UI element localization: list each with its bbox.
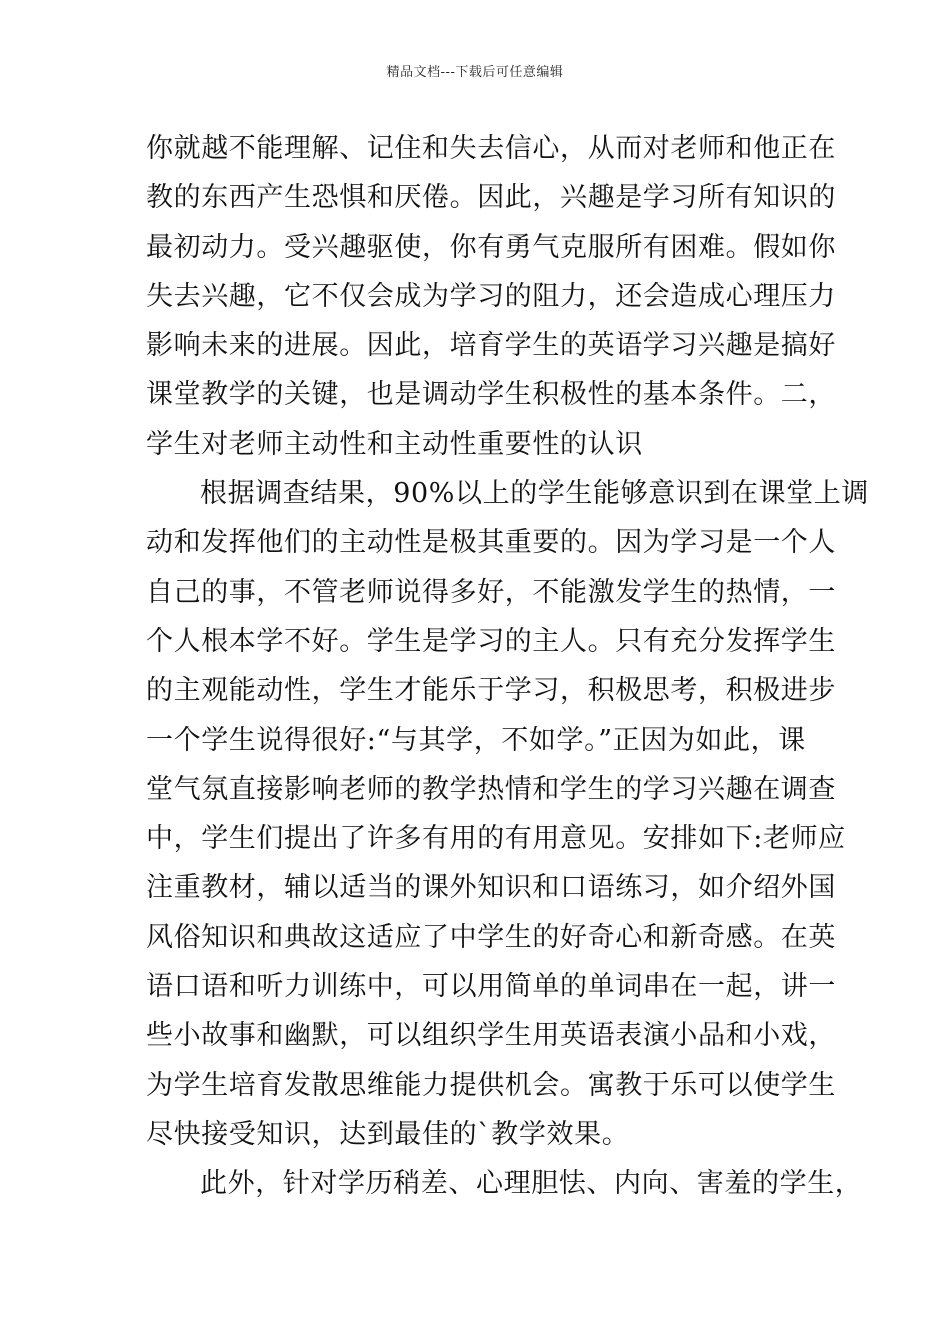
text-line: 注重教材，辅以适当的课外知识和口语练习，如介绍外国 xyxy=(146,872,836,904)
page-header: 精品文档---下载后可任意编辑 xyxy=(386,65,564,80)
text-line: 动和发挥他们的主动性是极其重要的。因为学习是一个人 xyxy=(146,527,836,559)
text-line: 些小故事和幽默，可以组织学生用英语表演小品和小戏， xyxy=(146,1020,836,1052)
text-line: 最初动力。受兴趣驱使，你有勇气克服所有困难。假如你 xyxy=(146,231,836,263)
text-line: 影响未来的进展。因此，培育学生的英语学习兴趣是搞好 xyxy=(146,330,836,362)
text-line: 风俗知识和典故这适应了中学生的好奇心和新奇感。在英 xyxy=(146,921,836,953)
text-line: 堂气氛直接影响老师的教学热情和学生的学习兴趣在调查 xyxy=(146,773,836,805)
text-line: 课堂教学的关键，也是调动学生积极性的基本条件。二， xyxy=(146,379,836,411)
text-line: 学生对老师主动性和主动性重要性的认识 xyxy=(146,428,643,460)
text-line: 教的东西产生恐惧和厌倦。因此，兴趣是学习所有知识的 xyxy=(146,182,836,214)
text-line: 为学生培育发散思维能力提供机会。寓教于乐可以使学生 xyxy=(146,1069,836,1101)
text-line: 中，学生们提出了许多有用的有用意见。安排如下:老师应 xyxy=(146,823,846,855)
text-line: 尽快接受知识，达到最佳的`教学效果。 xyxy=(146,1118,630,1150)
body-text xyxy=(146,124,870,1209)
text-line: 自己的事，不管老师说得多好，不能激发学生的热情，一 xyxy=(146,576,836,608)
text-line: 个人根本学不好。学生是学习的主人。只有充分发挥学生 xyxy=(146,625,836,657)
text-line: 的主观能动性，学生才能乐于学习，积极思考，积极进步 xyxy=(146,675,836,707)
paragraph-first-line: 根据调查结果，90%以上的学生能够意识到在课堂上调 xyxy=(200,478,870,510)
text-line: 一个学生说得很好:“与其学，不如学。”正因为如此，课 xyxy=(146,724,806,756)
paragraph-first-line: 此外，针对学历稍差、心理胆怯、内向、害羞的学生， xyxy=(200,1168,863,1200)
text-line: 语口语和听力训练中，可以用简单的单词串在一起，讲一 xyxy=(146,971,836,1003)
text-line: 你就越不能理解、记住和失去信心，从而对老师和他正在 xyxy=(146,133,836,164)
text-line: 失去兴趣，它不仅会成为学习的阻力，还会造成心理压力 xyxy=(146,280,836,312)
